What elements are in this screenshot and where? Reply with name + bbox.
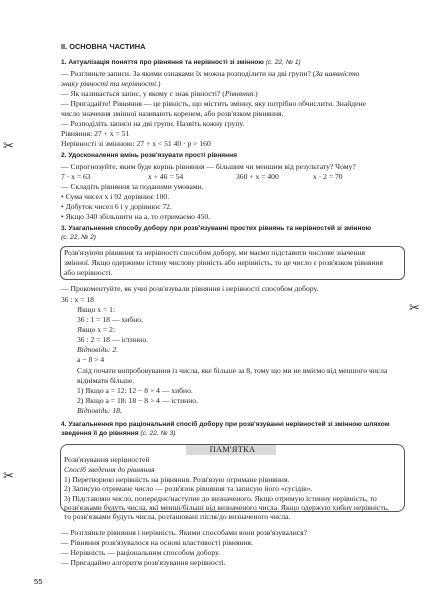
final-line-3: — Нерівність — раціональним способом добору.: [61, 548, 221, 557]
section-3-heading: 3. Узагальнення способу добору при розв'язуванні простих рівнянь та нерівностей зі змінною: [61, 225, 372, 232]
rule-line-1: Розв'язуючи рівняння та нерівності способом добору, ми маємо підставити числове значення: [64, 248, 366, 257]
s1-line-4: — Пригадайте! Рівняння — це рівність, що містить змінну, яку потрібно обчислити. Знайдене: [61, 99, 366, 108]
s3-work-8: Слід почати випробовування із числа, яке більше за 8, тому що ми не вміємо від меншого числа: [77, 366, 388, 375]
section-1-heading: 1. Актуалізація поняття про рівняння та нерівності зі змінною (с. 22, № 1): [61, 59, 301, 66]
memo-title: ПАМ'ЯТКА: [209, 445, 256, 454]
s3-work-4: Якщо x = 2:: [77, 325, 116, 334]
memo-subtitle: Розв'язування нерівностей: [64, 455, 150, 464]
s3-work-7: a − 8 > 4: [77, 355, 105, 364]
section-4-heading: 4. Узагальнення про раціональний спосіб добору при розв'язуванні нерівностей зі змінною шляхом: [61, 421, 390, 428]
memo-step-1: 1) Перетворюю нерівність на рівняння. Розв'язую отримане рівняння.: [64, 475, 290, 484]
final-line-1: — Розгляньте рівняння і нерівність. Якими способами вони розв'язувалися?: [61, 528, 308, 537]
s1-line-1: — Розгляньте записи. За якими ознаками їх можна розподілити на дві групи? (За наявністю: [61, 69, 360, 78]
scissors-icon: ✂: [3, 138, 14, 153]
page-number: 55: [34, 577, 43, 586]
memo-step-3b: розв'язками будуть числа, які менші/більші від визначеного числа. Якщо одержую хибну нерівність,: [64, 503, 390, 512]
s2-eq-4: x · 2 = 70: [313, 172, 343, 181]
section-3-ref: (с. 22, № 2): [61, 234, 96, 241]
s2-bullet-3: • Якщо 340 збільшити на a, то отримаємо 450.: [61, 212, 211, 221]
s2-eq-2: x + 46 = 54: [148, 172, 184, 181]
s1-inequalities: Нерівності зі змінною: 27 + x < 51 40 · p > 160: [61, 139, 211, 148]
s1-equations: Рівняння: 27 + x = 51: [61, 129, 130, 138]
s3-work-11: 2) Якщо a = 18: 18 − 8 > 4 — істинно.: [77, 396, 198, 405]
section-4-heading-2: зведення її до рівняння (с. 22, № 3): [61, 430, 176, 437]
s2-line-3: — Складіть рівняння за поданими умовами.: [61, 182, 204, 191]
memo-step-3a: 3) Підставляю число, попереднє/наступне до визначеного. Якщо отримую істинну нерівність, то: [64, 494, 377, 503]
s3-work-1: 36 : x = 18: [61, 295, 94, 304]
s2-bullet-1: • Сума чисел x і 92 дорівнює 100.: [61, 192, 170, 201]
memo-method: Спосіб зведення до рівняння: [64, 465, 155, 474]
s3-answer-1: Відповідь: 2.: [77, 345, 119, 354]
memo-step-2: 2) Записую отримане число — розв'язок рівняння та записую його «сусідів».: [64, 484, 313, 493]
s1-line-3: — Як називається запис, у якому є знак рівності? (Рівняння.): [61, 89, 258, 98]
s2-line-1: — Спрогнозуйте, яким буде корінь рівняння — більшим чи меншим від результату? Чому?: [61, 162, 356, 171]
s1-line-2: знаку рівності та нерівності.): [61, 79, 161, 88]
s3-work-10: 1) Якщо a = 12: 12 − 8 > 4 — хибно.: [77, 386, 193, 395]
scissors-icon: ✂: [3, 468, 14, 483]
rule-line-3: або нерівності.: [64, 268, 113, 277]
final-line-2: — Рівняння розв'язувалося на основі властивості рівняння.: [61, 538, 253, 547]
s1-line-6: — Розподіліть записи на дві групи. Назвіть кожну групу.: [61, 119, 245, 128]
s3-answer-2: Відповідь: 18.: [77, 406, 122, 415]
scissors-icon: ✂: [409, 300, 420, 315]
s3-work-9: віднімати більше.: [77, 376, 135, 385]
final-line-4: — Пригадаймо алгоритм розв'язування нерівності.: [61, 558, 226, 567]
section-2-heading: 2. Удосконалення вмінь розв'язувати прості рівняння: [61, 152, 237, 159]
s3-line-1: — Прокоментуйте, як учні розв'язували рівняння і нерівності способом добору.: [61, 284, 319, 293]
s3-work-3: 36 : 1 = 18 — хибно.: [77, 315, 143, 324]
section-title: ІІ. ОСНОВНА ЧАСТИНА: [61, 42, 146, 51]
s2-eq-3: 360 + x = 400: [236, 172, 279, 181]
s1-line-5: число значення змінної називають коренем, або розв'язком рівняння.: [61, 109, 284, 118]
memo-step-3c: то розв'язками будуть числа, розташовані після/до визначеного числа.: [64, 512, 291, 521]
s3-work-5: 36 : 2 = 18 — істинно.: [77, 335, 149, 344]
s2-bullet-2: • Добуток чисел 6 і y дорівнює 72.: [61, 202, 172, 211]
rule-line-2: змінної. Якщо одержимо істину числову рівність або нерівність, то це число є розв'язком рівняння: [64, 258, 384, 267]
s2-eq-1: 7 · x = 63: [61, 172, 91, 181]
s3-work-2: Якщо x = 1:: [77, 305, 116, 314]
